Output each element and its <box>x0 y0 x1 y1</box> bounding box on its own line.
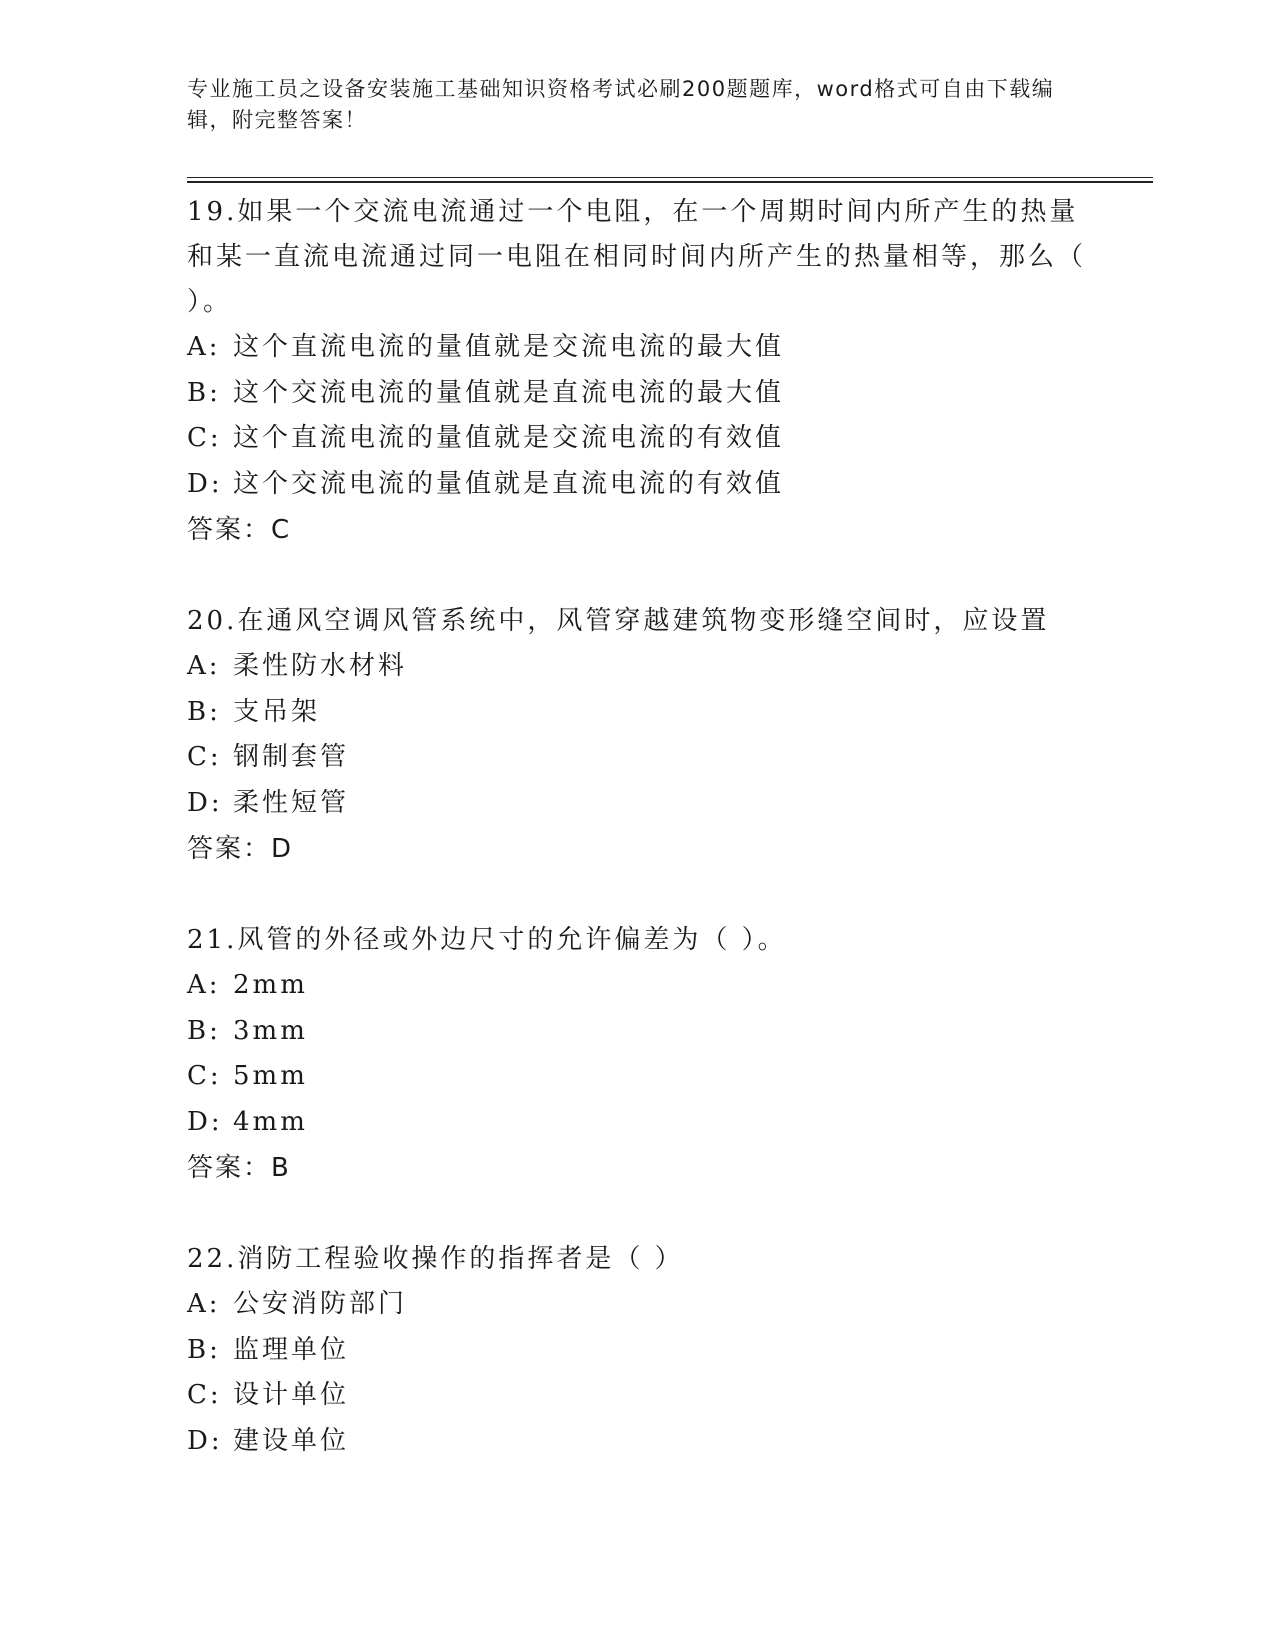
option-text: 5mm <box>233 1061 308 1091</box>
option-letter: C: <box>187 423 222 453</box>
question-list <box>187 190 1087 1510</box>
document-header: 专业施工员之设备安装施工基础知识资格考试必刷200题题库，word格式可自由下载编辑，附完整答案！ <box>187 77 1055 132</box>
option-text: 3mm <box>233 1015 308 1046</box>
option-a <box>187 963 1087 1009</box>
option-letter: B: <box>187 377 221 408</box>
question-stem: 20.在通风空调风管系统中，风管穿越建筑物变形缝空间时，应设置 <box>187 606 1050 636</box>
option-letter: A: <box>187 332 221 362</box>
option-b <box>187 1328 1087 1374</box>
option-d <box>187 781 1087 827</box>
question-20 <box>187 599 1087 872</box>
option-letter: D: <box>187 468 223 499</box>
option-text: 公安消防部门 <box>233 1289 408 1319</box>
option-letter: A: <box>187 1289 221 1319</box>
option-d <box>187 1419 1087 1465</box>
option-d <box>187 1100 1087 1146</box>
option-letter: B: <box>187 696 221 727</box>
option-text: 这个交流电流的量值就是直流电流的有效值 <box>233 468 785 499</box>
option-a <box>187 1282 1087 1328</box>
option-letter: B: <box>187 1334 221 1365</box>
header-divider-thick <box>187 181 1153 183</box>
option-text: 监理单位 <box>233 1334 350 1365</box>
option-d <box>187 462 1087 508</box>
question-stem: 21.风管的外径或外边尺寸的允许偏差为（ ）。 <box>187 925 787 955</box>
option-text: 支吊架 <box>233 696 321 727</box>
option-text: 设计单位 <box>233 1380 350 1410</box>
option-b <box>187 371 1087 417</box>
option-letter: D: <box>187 787 223 818</box>
answer-line: 答案：D <box>187 834 294 864</box>
header-divider-thin <box>187 177 1153 178</box>
option-text: 建设单位 <box>233 1425 350 1456</box>
answer-line: 答案：B <box>187 1153 291 1183</box>
option-letter: D: <box>187 1106 223 1137</box>
question-stem: 22.消防工程验收操作的指挥者是（ ） <box>187 1244 684 1274</box>
option-text: 这个交流电流的量值就是直流电流的最大值 <box>233 377 785 408</box>
option-b <box>187 690 1087 736</box>
option-text: 柔性短管 <box>233 787 350 818</box>
option-letter: C: <box>187 1380 222 1410</box>
option-letter: A: <box>187 970 221 1000</box>
option-b <box>187 1009 1087 1055</box>
question-22 <box>187 1237 1087 1464</box>
option-letter: C: <box>187 1061 222 1091</box>
option-a <box>187 644 1087 690</box>
option-text: 2mm <box>233 970 308 1000</box>
option-text: 柔性防水材料 <box>233 651 408 681</box>
answer-line: 答案：C <box>187 515 292 545</box>
option-c <box>187 1373 1087 1419</box>
option-letter: A: <box>187 651 221 681</box>
option-text: 4mm <box>233 1106 308 1137</box>
option-text: 钢制套管 <box>233 742 350 772</box>
option-c <box>187 416 1087 462</box>
question-21 <box>187 918 1087 1191</box>
question-stem: 19.如果一个交流电流通过一个电阻，在一个周期时间内所产生的热量和某一直流电流通过同一电阻在相同时间内所产生的热量相等，那么（ ）。 <box>187 197 1087 317</box>
option-letter: B: <box>187 1015 221 1046</box>
option-text: 这个直流电流的量值就是交流电流的最大值 <box>233 332 785 362</box>
option-letter: D: <box>187 1425 223 1456</box>
option-c <box>187 1054 1087 1100</box>
option-c <box>187 735 1087 781</box>
option-text: 这个直流电流的量值就是交流电流的有效值 <box>233 423 785 453</box>
option-a <box>187 325 1087 371</box>
question-19 <box>187 190 1087 553</box>
option-letter: C: <box>187 742 222 772</box>
